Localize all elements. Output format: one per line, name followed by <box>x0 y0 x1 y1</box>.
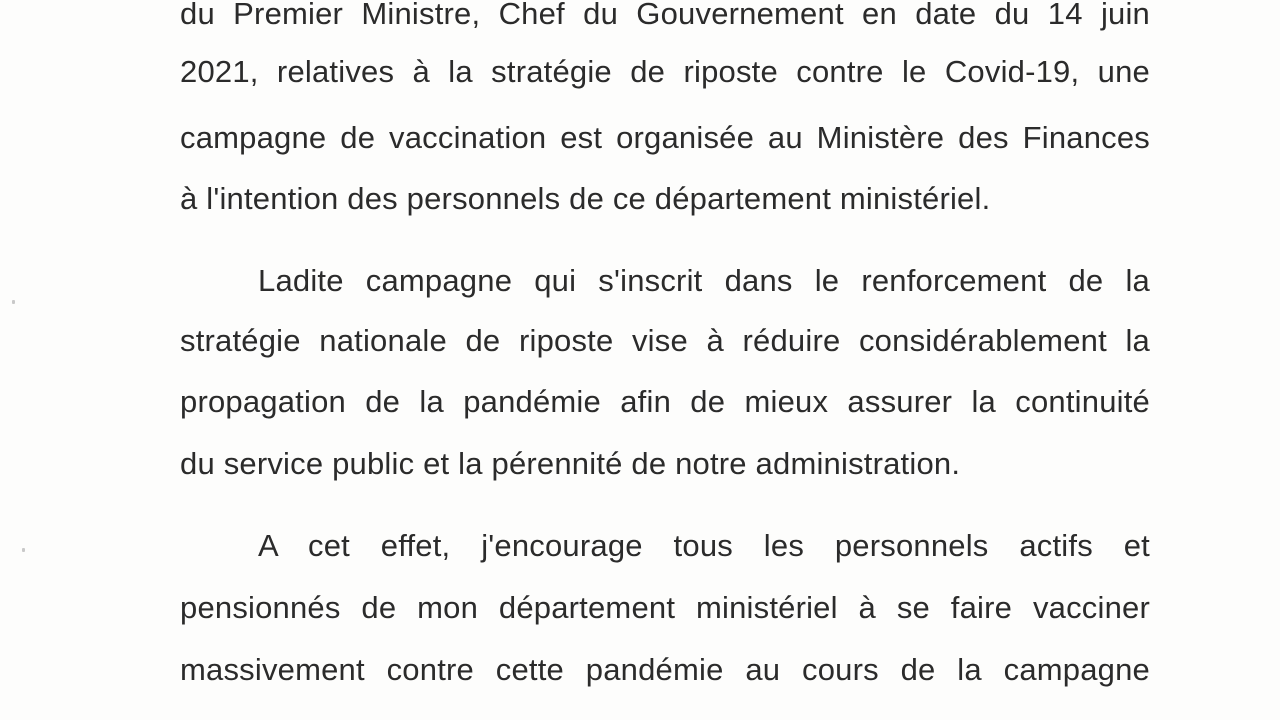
scan-speck <box>12 300 15 304</box>
paragraph-3-line-2: pensionnés de mon département ministériel à se faire vacciner <box>180 590 1150 625</box>
paragraph-3-line-3: massivement contre cette pandémie au cours de la campagne <box>180 652 1150 687</box>
paragraph-2-line-2: stratégie nationale de riposte vise à réduire considérablement la <box>180 323 1150 358</box>
scan-speck <box>22 548 25 552</box>
paragraph-1-line-2: 2021, relatives à la stratégie de riposte contre le Covid-19, une <box>180 54 1150 89</box>
paragraph-1-line-1: du Premier Ministre, Chef du Gouvernement en date du 14 juin <box>180 0 1150 31</box>
paragraph-1-line-4: à l'intention des personnels de ce département ministériel. <box>180 181 991 216</box>
paragraph-2-line-1: Ladite campagne qui s'inscrit dans le renforcement de la <box>258 263 1150 298</box>
paragraph-1-line-3: campagne de vaccination est organisée au Ministère des Finances <box>180 120 1150 155</box>
paragraph-2-line-3: propagation de la pandémie afin de mieux assurer la continuité <box>180 384 1150 419</box>
paragraph-3-line-1: A cet effet, j'encourage tous les personnels actifs et <box>258 528 1150 563</box>
paragraph-2-line-4: du service public et la pérennité de notre administration. <box>180 446 961 481</box>
